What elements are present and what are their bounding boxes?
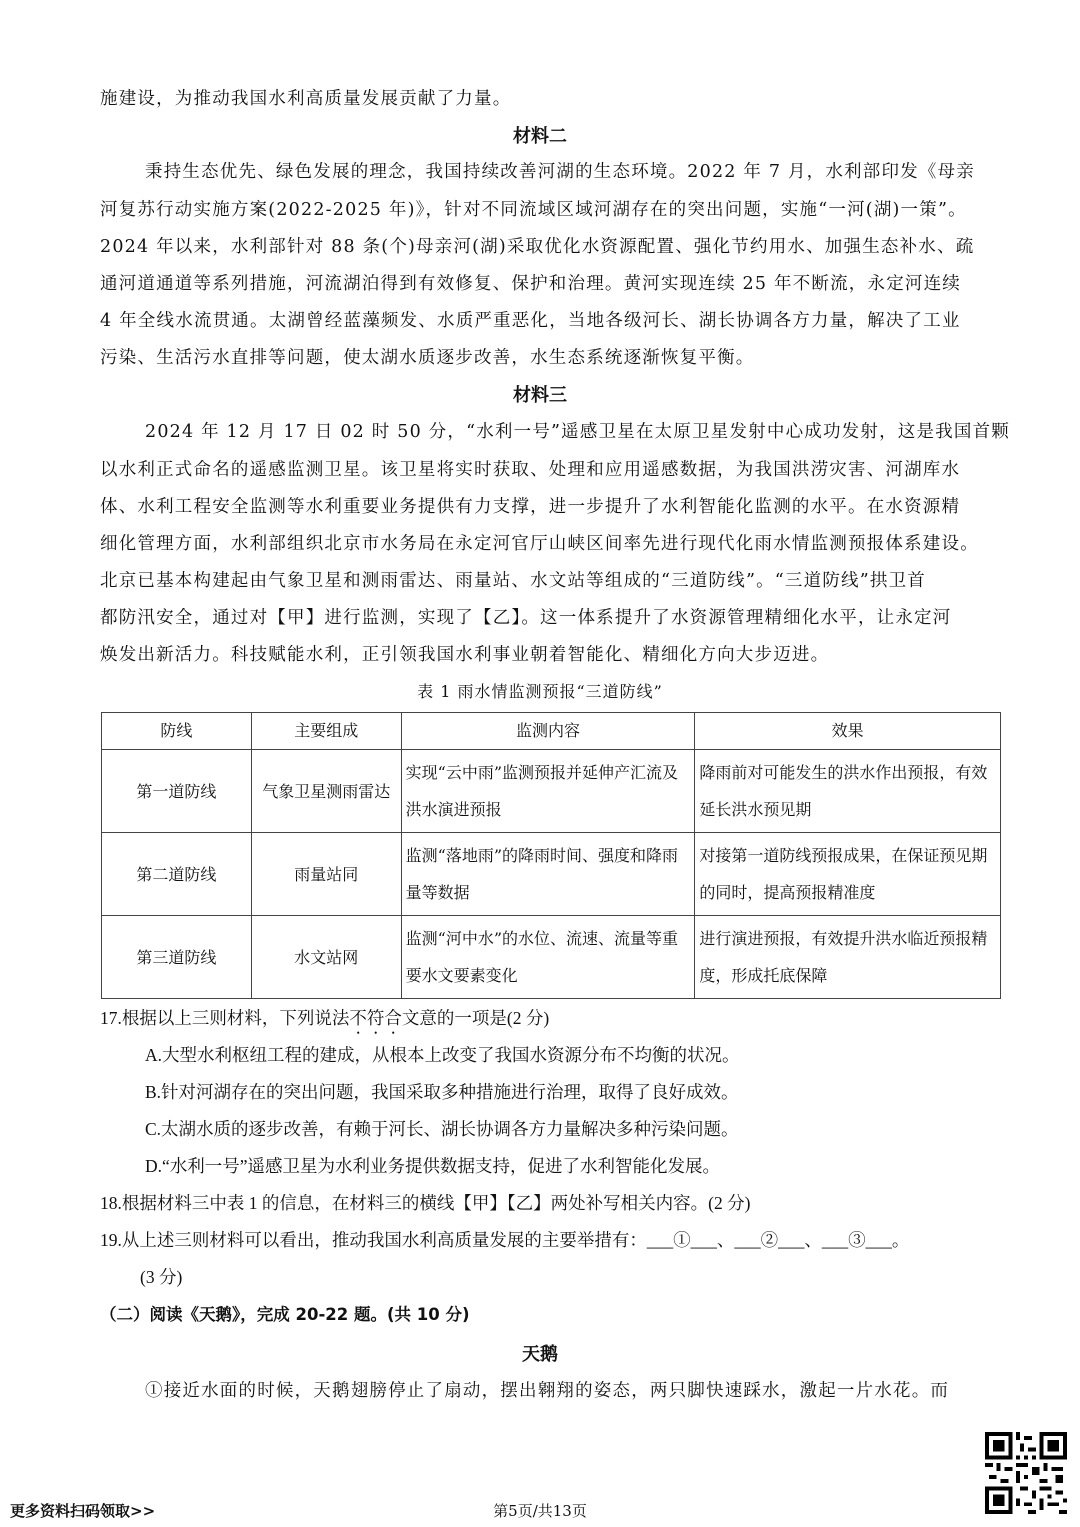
story-title: 天鹅 <box>522 1344 558 1365</box>
material2-line-3: 2024 年以来，水利部针对 88 条(个)母亲河(湖)采取优化水资源配置、强化节约用水、加强生态补水、疏 <box>100 237 975 257</box>
q17-stem-after: 文意的一项是(2 分) <box>401 1008 550 1028</box>
table-cell: 降雨前对可能发生的洪水作出预报，有效延长洪水预见期 <box>695 750 1001 833</box>
table-caption: 表 1 雨水情监测预报“三道防线” <box>417 682 663 701</box>
table-cell: 水文站网 <box>251 916 401 999</box>
q17-option-b: B.针对河湖存在的突出问题，我国采取多种措施进行治理，取得了良好成效。 <box>145 1082 739 1102</box>
material3-line-1: 2024 年 12 月 17 日 02 时 50 分，“水利一号”遥感卫星在太原卫星发射中心成功发射，这是我国首颗 <box>145 422 1010 442</box>
material3-line-7: 焕发出新活力。科技赋能水利，正引领我国水利事业朝着智能化、精细化方向大步迈进。 <box>100 645 830 665</box>
table-row <box>102 833 1001 916</box>
q17-emphasis: 不符合 <box>349 1008 402 1028</box>
more-resources-link[interactable]: 更多资料扫码领取>> <box>10 1502 156 1520</box>
material3-line-3: 体、水利工程安全监测等水利重要业务提供有力支撑，进一步提升了水利智能化监测的水平。在水资源精 <box>100 497 961 517</box>
table-header-row <box>102 713 1001 750</box>
header-cell: 效果 <box>695 713 1001 750</box>
story-paragraph-1: ①接近水面的时候，天鹅翅膀停止了扇动，摆出翱翔的姿态，两只脚快速踩水，激起一片水花。而 <box>145 1381 950 1401</box>
material3-line-4: 细化管理方面，水利部组织北京市水务局在永定河官厅山峡区间率先进行现代化雨水情监测预报体系建设。 <box>100 534 979 554</box>
question-18: 18.根据材料三中表 1 的信息，在材料三的横线【甲】【乙】两处补写相关内容。(2 分) <box>100 1193 751 1213</box>
table-row <box>102 916 1001 999</box>
table-cell: 监测“落地雨”的降雨时间、强度和降雨量等数据 <box>401 833 695 916</box>
material2-line-2: 河复苏行动实施方案(2022-2025 年)》，针对不同流域区域河湖存在的突出问题，实施“一河(湖)一策”。 <box>100 200 967 220</box>
table-cell: 进行演进预报，有效提升洪水临近预报精度，形成托底保障 <box>695 916 1001 999</box>
header-cell: 主要组成 <box>251 713 401 750</box>
q17-stem-before: 17.根据以上三则材料，下列说法 <box>100 1008 350 1028</box>
material3-line-2: 以水利正式命名的遥感监测卫星。该卫星将实时获取、处理和应用遥感数据，为我国洪涝灾害、河湖库水 <box>100 460 961 480</box>
q17-option-a: A.大型水利枢纽工程的建成，从根本上改变了我国水资源分布不均衡的状况。 <box>145 1045 740 1065</box>
material2-line-5: 4 年全线水流贯通。太湖曾经蓝藻频发、水质严重恶化，当地各级河长、湖长协调各方力量，解决了工业 <box>100 311 961 331</box>
question-19-score: (3 分) <box>140 1267 183 1287</box>
material3-line-6: 都防汛安全，通过对【甲】进行监测，实现了【乙】。这一体系提升了水资源管理精细化水平，让永定河 <box>100 608 952 628</box>
material3-title: 材料三 <box>513 385 567 406</box>
page-number: 第5页/共13页 <box>493 1502 587 1520</box>
table-cell: 监测“河中水”的水位、流速、流量等重要水文要素变化 <box>401 916 695 999</box>
material3-line-5: 北京已基本构建起由气象卫星和测雨雷达、雨量站、水文站等组成的“三道防线”。“三道防线”拱卫首 <box>100 571 926 591</box>
defense-table <box>101 712 1001 999</box>
q17-option-d: D.“水利一号”遥感卫星为水利业务提供数据支持，促进了水利智能化发展。 <box>145 1156 721 1176</box>
material2-line-1: 秉持生态优先、绿色发展的理念，我国持续改善河湖的生态环境。2022 年 7 月，水利部印发《母亲 <box>145 162 975 182</box>
q17-option-c: C.太湖水质的逐步改善，有赖于河长、湖长协调各方力量解决多种污染问题。 <box>145 1119 739 1139</box>
question-19: 19.从上述三则材料可以看出，推动我国水利高质量发展的主要举措有：___①___、___②___、___③___。 <box>100 1230 910 1250</box>
material2-title: 材料二 <box>513 126 567 147</box>
header-cell: 监测内容 <box>401 713 695 750</box>
table-cell: 对接第一道防线预报成果，在保证预见期的同时，提高预报精准度 <box>695 833 1001 916</box>
material1-tail: 施建设，为推动我国水利高质量发展贡献了力量。 <box>100 89 512 109</box>
table-row <box>102 750 1001 833</box>
material2-line-4: 通河道通道等系列措施，河流湖泊得到有效修复、保护和治理。黄河实现连续 25 年不断流，永定河连续 <box>100 274 961 294</box>
table-cell: 第三道防线 <box>102 916 252 999</box>
table-cell: 实现“云中雨”监测预报并延伸产汇流及洪水演进预报 <box>401 750 695 833</box>
section-2-heading: （二）阅读《天鹅》，完成 20-22 题。(共 10 分) <box>100 1305 470 1324</box>
table-cell: 气象卫星测雨雷达 <box>251 750 401 833</box>
question-17-stem <box>100 1005 549 1038</box>
material2-line-6: 污染、生活污水直排等问题，使太湖水质逐步改善，水生态系统逐渐恢复平衡。 <box>100 348 755 368</box>
table-cell: 雨量站同 <box>251 833 401 916</box>
table-cell: 第二道防线 <box>102 833 252 916</box>
table-cell: 第一道防线 <box>102 750 252 833</box>
header-cell: 防线 <box>102 713 252 750</box>
